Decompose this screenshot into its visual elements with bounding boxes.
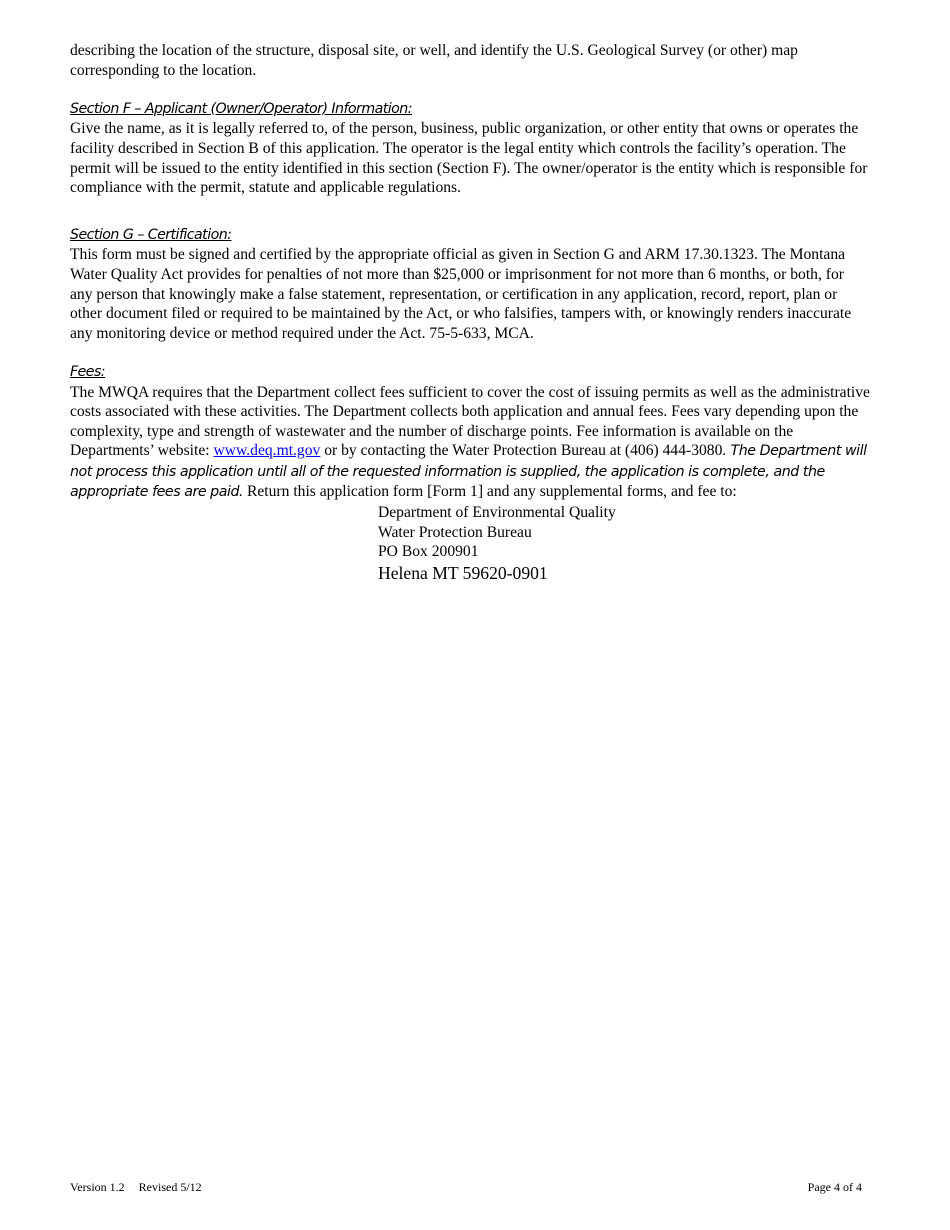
section-g-heading: Section G – Certification: xyxy=(70,226,232,243)
fees-body-part1: The MWQA requires that the Department collect fees sufficient to cover the cost of issuing permits as well as the administrative costs associated with these activities. The Department collects both application and annual fees. Fees vary depending upon the complexity, type and strength of wastewater and the number of discharge points. Fee information is available on the Departments’ website: xyxy=(70,383,870,460)
footer-version xyxy=(70,1180,202,1195)
section-f-heading: Section F – Applicant (Owner/Operator) Information: xyxy=(70,100,412,117)
document-page xyxy=(70,41,870,584)
section-g-body: This form must be signed and certified by the appropriate official as given in Section G and ARM 17.30.1323. The Montana Water Quality Act provides for penalties of not more than $25,000 or imprisonment for not more than 6 months, or both, for any person that knowingly make a false statement, representation, or certification in any application, record, report, plan or other document filed or required to be maintained by the Act, or who falsifies, tampers with, or knowingly renders inaccurate any monitoring device or method required under the Act. 75-5-633, MCA. xyxy=(70,246,852,342)
intro-paragraph: describing the location of the structure, disposal site, or well, and identify the U.S. Geological Survey (or other) map corresponding to the location. xyxy=(70,42,798,79)
address-line-3: PO Box 200901 xyxy=(378,543,479,561)
fees-heading: Fees: xyxy=(70,363,106,380)
section-f-body: Give the name, as it is legally referred to, of the person, business, public organization, or other entity that owns or operates the facility described in Section B of this application. The operator is the legal entity which controls the facility’s operation. The permit will be issued to the entity identified in this section (Section F). The owner/operator is the entity which is responsible for compliance with the permit, statute and applicable regulations. xyxy=(70,120,868,197)
address-line-2: Water Protection Bureau xyxy=(378,523,532,541)
revised-label: Revised 5/12 xyxy=(138,1180,202,1194)
fees-emphasis: The Department will not process this application until all of the requested information is supplied, the application is complete, and the appropriate fees are paid. xyxy=(70,443,867,501)
fees-body xyxy=(70,383,870,504)
version-label: Version 1.2 xyxy=(70,1180,125,1194)
mailing-address xyxy=(378,503,870,584)
footer-page-number: Page 4 of 4 xyxy=(807,1180,862,1194)
fees-period: . xyxy=(722,443,727,460)
fees-body-part2: or by contacting the Water Protection Bureau at (406) 444-3080 xyxy=(320,442,723,460)
deq-website-link[interactable]: www.deq.mt.gov xyxy=(213,442,321,460)
address-line-4: Helena MT 59620-0901 xyxy=(378,562,548,583)
address-line-1: Department of Environmental Quality xyxy=(378,504,616,522)
fees-body-part3: Return this application form [Form 1] and any supplemental forms, and fee to: xyxy=(243,483,737,501)
